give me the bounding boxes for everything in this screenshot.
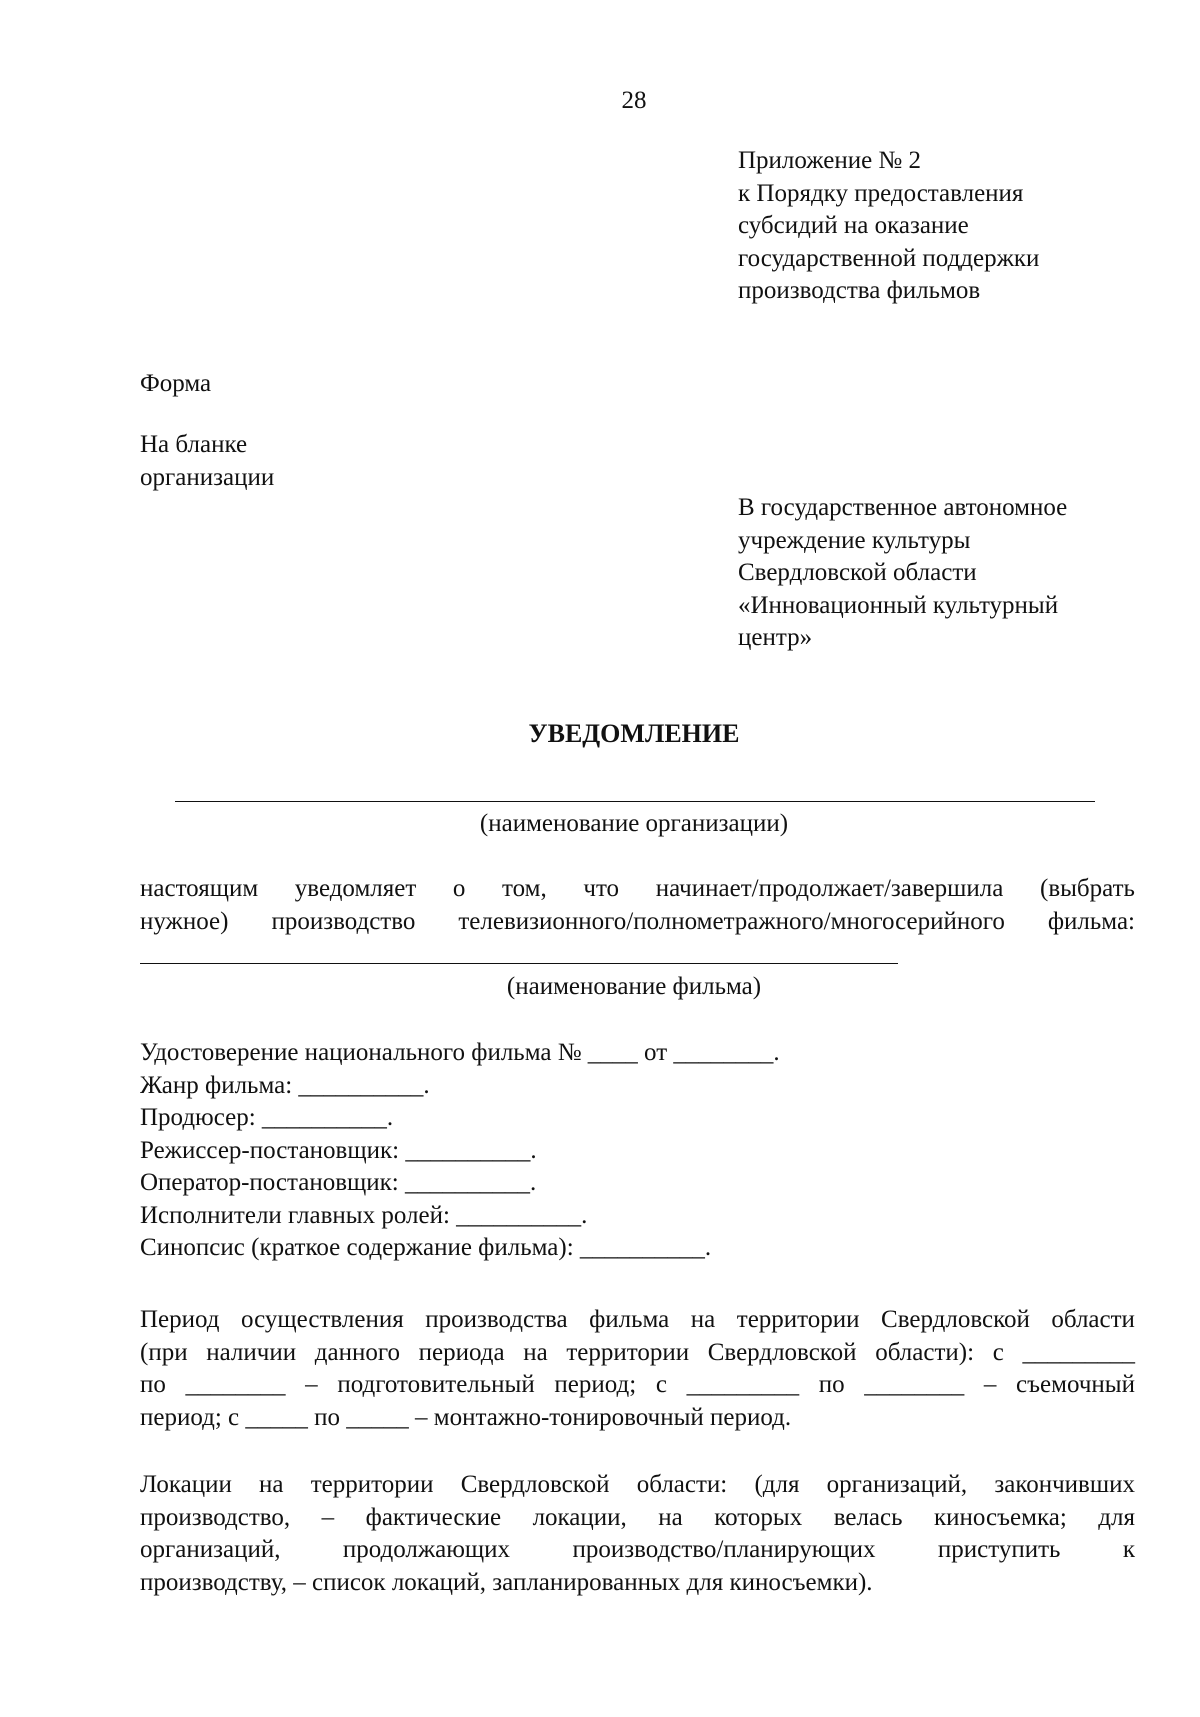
film-name-line: [140, 963, 898, 964]
word: которых: [714, 1503, 803, 1531]
word: начинает/продолжает/завершила: [655, 875, 1004, 902]
word: Свердловской: [707, 1338, 857, 1366]
page-number: 28: [621, 87, 647, 114]
word: организаций,: [826, 1471, 968, 1498]
period-line: [140, 1304, 1135, 1337]
word: производства: [425, 1306, 568, 1333]
word: ________: [864, 1371, 965, 1398]
word: области):: [875, 1338, 975, 1366]
field-certificate: Удостоверение национального фильма № ____ от ________.: [140, 1039, 780, 1066]
word: _________: [1022, 1338, 1135, 1366]
locations-paragraph: [140, 1469, 1135, 1599]
intro-paragraph: [140, 873, 1135, 938]
word: период;: [554, 1371, 637, 1398]
word: съемочный: [1016, 1371, 1135, 1398]
intro-line: [140, 873, 1135, 906]
word: на: [658, 1503, 683, 1531]
organization-caption: (наименование организации): [479, 810, 789, 837]
word: периода: [418, 1338, 505, 1366]
word: области:: [636, 1471, 728, 1498]
word: локации,: [532, 1503, 627, 1531]
form-label: Форма: [140, 370, 212, 397]
appendix-line: производства фильмов: [738, 277, 981, 304]
film-caption: (наименование фильма): [506, 973, 762, 1000]
word: что: [583, 875, 620, 902]
word: к: [1122, 1536, 1135, 1563]
intro-line: [140, 906, 1135, 939]
addressee-line: центр»: [738, 624, 813, 651]
word: телевизионного/полнометражного/многосерийного: [458, 907, 1005, 935]
word: с: [655, 1371, 667, 1398]
production-period-paragraph: [140, 1304, 1135, 1434]
locations-line: [140, 1502, 1135, 1535]
word: уведомляет: [294, 875, 417, 902]
word: –: [983, 1371, 997, 1398]
addressee-line: Свердловской области: [738, 559, 977, 586]
word: _________: [686, 1371, 800, 1398]
word: организаций,: [140, 1536, 281, 1563]
appendix-line: государственной поддержки: [738, 244, 1040, 272]
locations-line: производству, – список локаций, запланированных для киносъемки).: [140, 1568, 873, 1596]
word: фактические: [365, 1503, 502, 1531]
word: наличии: [206, 1338, 297, 1366]
word: на: [259, 1471, 284, 1498]
word: фильма: [589, 1306, 670, 1333]
word: ________: [185, 1371, 286, 1398]
word: территории: [566, 1338, 690, 1366]
word: Локации: [140, 1471, 232, 1498]
document-title: УВЕДОМЛЕНИЕ: [528, 719, 740, 748]
word: о: [452, 875, 466, 902]
word: нужное): [140, 907, 229, 935]
field-cinematographer: Оператор-постановщик: __________.: [140, 1169, 537, 1196]
word: приступить: [937, 1536, 1061, 1563]
addressee-line: «Инновационный культурный: [738, 591, 1059, 619]
word: области: [1051, 1306, 1135, 1333]
word: –: [321, 1503, 335, 1531]
word: велась: [833, 1503, 903, 1531]
word: подготовительный: [337, 1371, 535, 1398]
field-director: Режиссер-постановщик: __________.: [140, 1136, 537, 1164]
letterhead-line: организации: [140, 463, 275, 491]
locations-line: [140, 1469, 1135, 1502]
letterhead-line: На бланке: [140, 431, 248, 458]
field-lead-actors: Исполнители главных ролей: __________.: [140, 1201, 588, 1229]
period-line: период; с _____ по _____ – монтажно-тонировочный период.: [140, 1403, 792, 1431]
word: –: [305, 1371, 318, 1398]
word: настоящим: [140, 875, 259, 902]
word: продолжающих: [342, 1536, 511, 1563]
word: для: [1098, 1503, 1135, 1531]
word: территории: [310, 1471, 434, 1498]
word: производство: [271, 907, 416, 935]
period-line: [140, 1337, 1135, 1370]
word: киносъемка;: [934, 1503, 1067, 1531]
appendix-block: [738, 145, 1039, 308]
word: (при: [140, 1338, 188, 1366]
addressee-line: учреждение культуры: [738, 526, 971, 554]
film-details-list: [140, 1037, 780, 1265]
field-producer: Продюсер: __________.: [140, 1104, 394, 1131]
word: на: [690, 1306, 716, 1333]
word: с: [992, 1338, 1004, 1366]
word: (выбрать: [1040, 875, 1135, 902]
word: по: [140, 1371, 166, 1398]
addressee-line: В государственное автономное: [738, 494, 1068, 521]
appendix-line: субсидий на оказание: [738, 212, 969, 239]
word: осуществления: [241, 1306, 404, 1333]
locations-line: [140, 1534, 1135, 1567]
organization-name-line: [175, 801, 1095, 802]
appendix-line: Приложение № 2: [738, 147, 922, 174]
word: производство/планирующих: [572, 1536, 876, 1563]
field-synopsis: Синопсис (краткое содержание фильма): __________.: [140, 1234, 712, 1261]
appendix-line: к Порядку предоставления: [738, 179, 1024, 207]
word: том,: [502, 875, 547, 902]
period-line: [140, 1369, 1135, 1402]
letterhead-note: [140, 429, 274, 494]
word: территории: [736, 1306, 860, 1333]
addressee-block: [738, 492, 1067, 655]
field-genre: Жанр фильма: __________.: [140, 1071, 430, 1099]
word: Свердловской: [881, 1306, 1030, 1333]
word: закончивших: [994, 1471, 1135, 1498]
word: по: [818, 1371, 845, 1398]
word: Свердловской: [460, 1471, 610, 1498]
word: на: [523, 1338, 548, 1366]
word: (для: [754, 1471, 800, 1498]
word: Период: [140, 1306, 220, 1333]
word: производство,: [140, 1503, 291, 1531]
word: фильма:: [1047, 907, 1135, 935]
word: данного: [314, 1338, 400, 1366]
